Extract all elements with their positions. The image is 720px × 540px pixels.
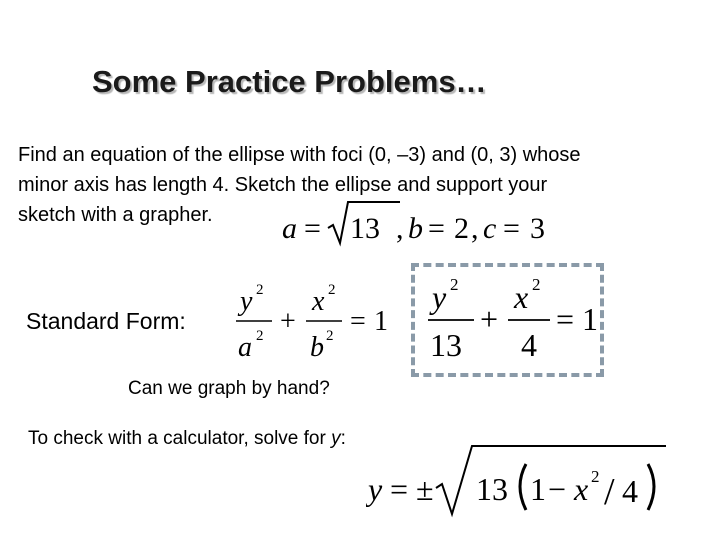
sf-num-x: x bbox=[312, 286, 325, 317]
ans-num-y: y bbox=[432, 279, 447, 315]
sf-num-x-exp: 2 bbox=[328, 282, 336, 298]
c-value: 3 bbox=[530, 212, 545, 245]
a-value: 13 bbox=[350, 212, 380, 245]
solution-equation bbox=[366, 440, 676, 520]
ans-rhs: 1 bbox=[582, 301, 598, 337]
standard-form-equation bbox=[232, 278, 402, 368]
a-equals: = bbox=[304, 212, 321, 245]
sol-left-paren bbox=[520, 464, 526, 510]
sol-right-paren bbox=[648, 464, 654, 510]
values-equation bbox=[278, 198, 558, 248]
slide-title: Some Practice Problems… bbox=[92, 64, 487, 99]
sol-den: 4 bbox=[622, 473, 638, 509]
sol-x-exp: 2 bbox=[591, 467, 600, 486]
problem-line-2: minor axis has length 4. Sketch the ellipse and support your bbox=[18, 174, 548, 196]
ans-num-x-exp: 2 bbox=[532, 275, 541, 294]
graph-by-hand-question: Can we graph by hand? bbox=[128, 378, 330, 399]
b-var: b bbox=[408, 212, 423, 245]
sol-coef: 13 bbox=[476, 471, 508, 507]
sol-plusminus: ± bbox=[416, 471, 434, 507]
sol-minus: − bbox=[548, 471, 567, 507]
ans-num-y-exp: 2 bbox=[450, 275, 459, 294]
ans-num-x: x bbox=[514, 279, 529, 315]
c-var: c bbox=[483, 212, 497, 245]
sf-den-a: a bbox=[238, 332, 252, 363]
sol-slash: / bbox=[604, 471, 615, 513]
b-equals: = bbox=[428, 212, 445, 245]
sol-equals: = bbox=[390, 471, 409, 507]
check-text: To check with a calculator, solve for bbox=[28, 428, 332, 449]
check-var-y: y bbox=[331, 428, 341, 449]
sf-plus: + bbox=[280, 306, 296, 337]
standard-form-label: Standard Form: bbox=[26, 308, 186, 334]
sf-den-b-exp: 2 bbox=[326, 328, 334, 344]
sf-rhs: 1 bbox=[374, 306, 388, 337]
sf-den-b: b bbox=[310, 332, 324, 363]
calculator-check-text bbox=[28, 428, 346, 450]
sol-y: y bbox=[368, 471, 383, 507]
problem-line-3: sketch with a grapher. bbox=[18, 204, 213, 226]
sol-x: x bbox=[574, 471, 589, 507]
sf-num-y: y bbox=[240, 286, 253, 317]
ans-plus: + bbox=[480, 301, 499, 337]
answer-equation bbox=[418, 270, 602, 370]
sf-den-a-exp: 2 bbox=[256, 328, 264, 344]
check-colon: : bbox=[340, 428, 346, 449]
problem-line-1: Find an equation of the ellipse with foci (0, –3) and (0, 3) whose bbox=[18, 144, 581, 166]
b-value: 2 bbox=[454, 212, 469, 245]
a-var: a bbox=[282, 212, 297, 245]
ans-den-13: 13 bbox=[430, 327, 462, 363]
ans-equals: = bbox=[556, 301, 575, 337]
comma-2: , bbox=[471, 212, 479, 245]
comma-1: , bbox=[396, 212, 404, 245]
sf-equals: = bbox=[350, 306, 366, 337]
c-equals: = bbox=[503, 212, 520, 245]
sol-one: 1 bbox=[530, 471, 546, 507]
ans-den-4: 4 bbox=[521, 327, 537, 363]
sf-num-y-exp: 2 bbox=[256, 282, 264, 298]
